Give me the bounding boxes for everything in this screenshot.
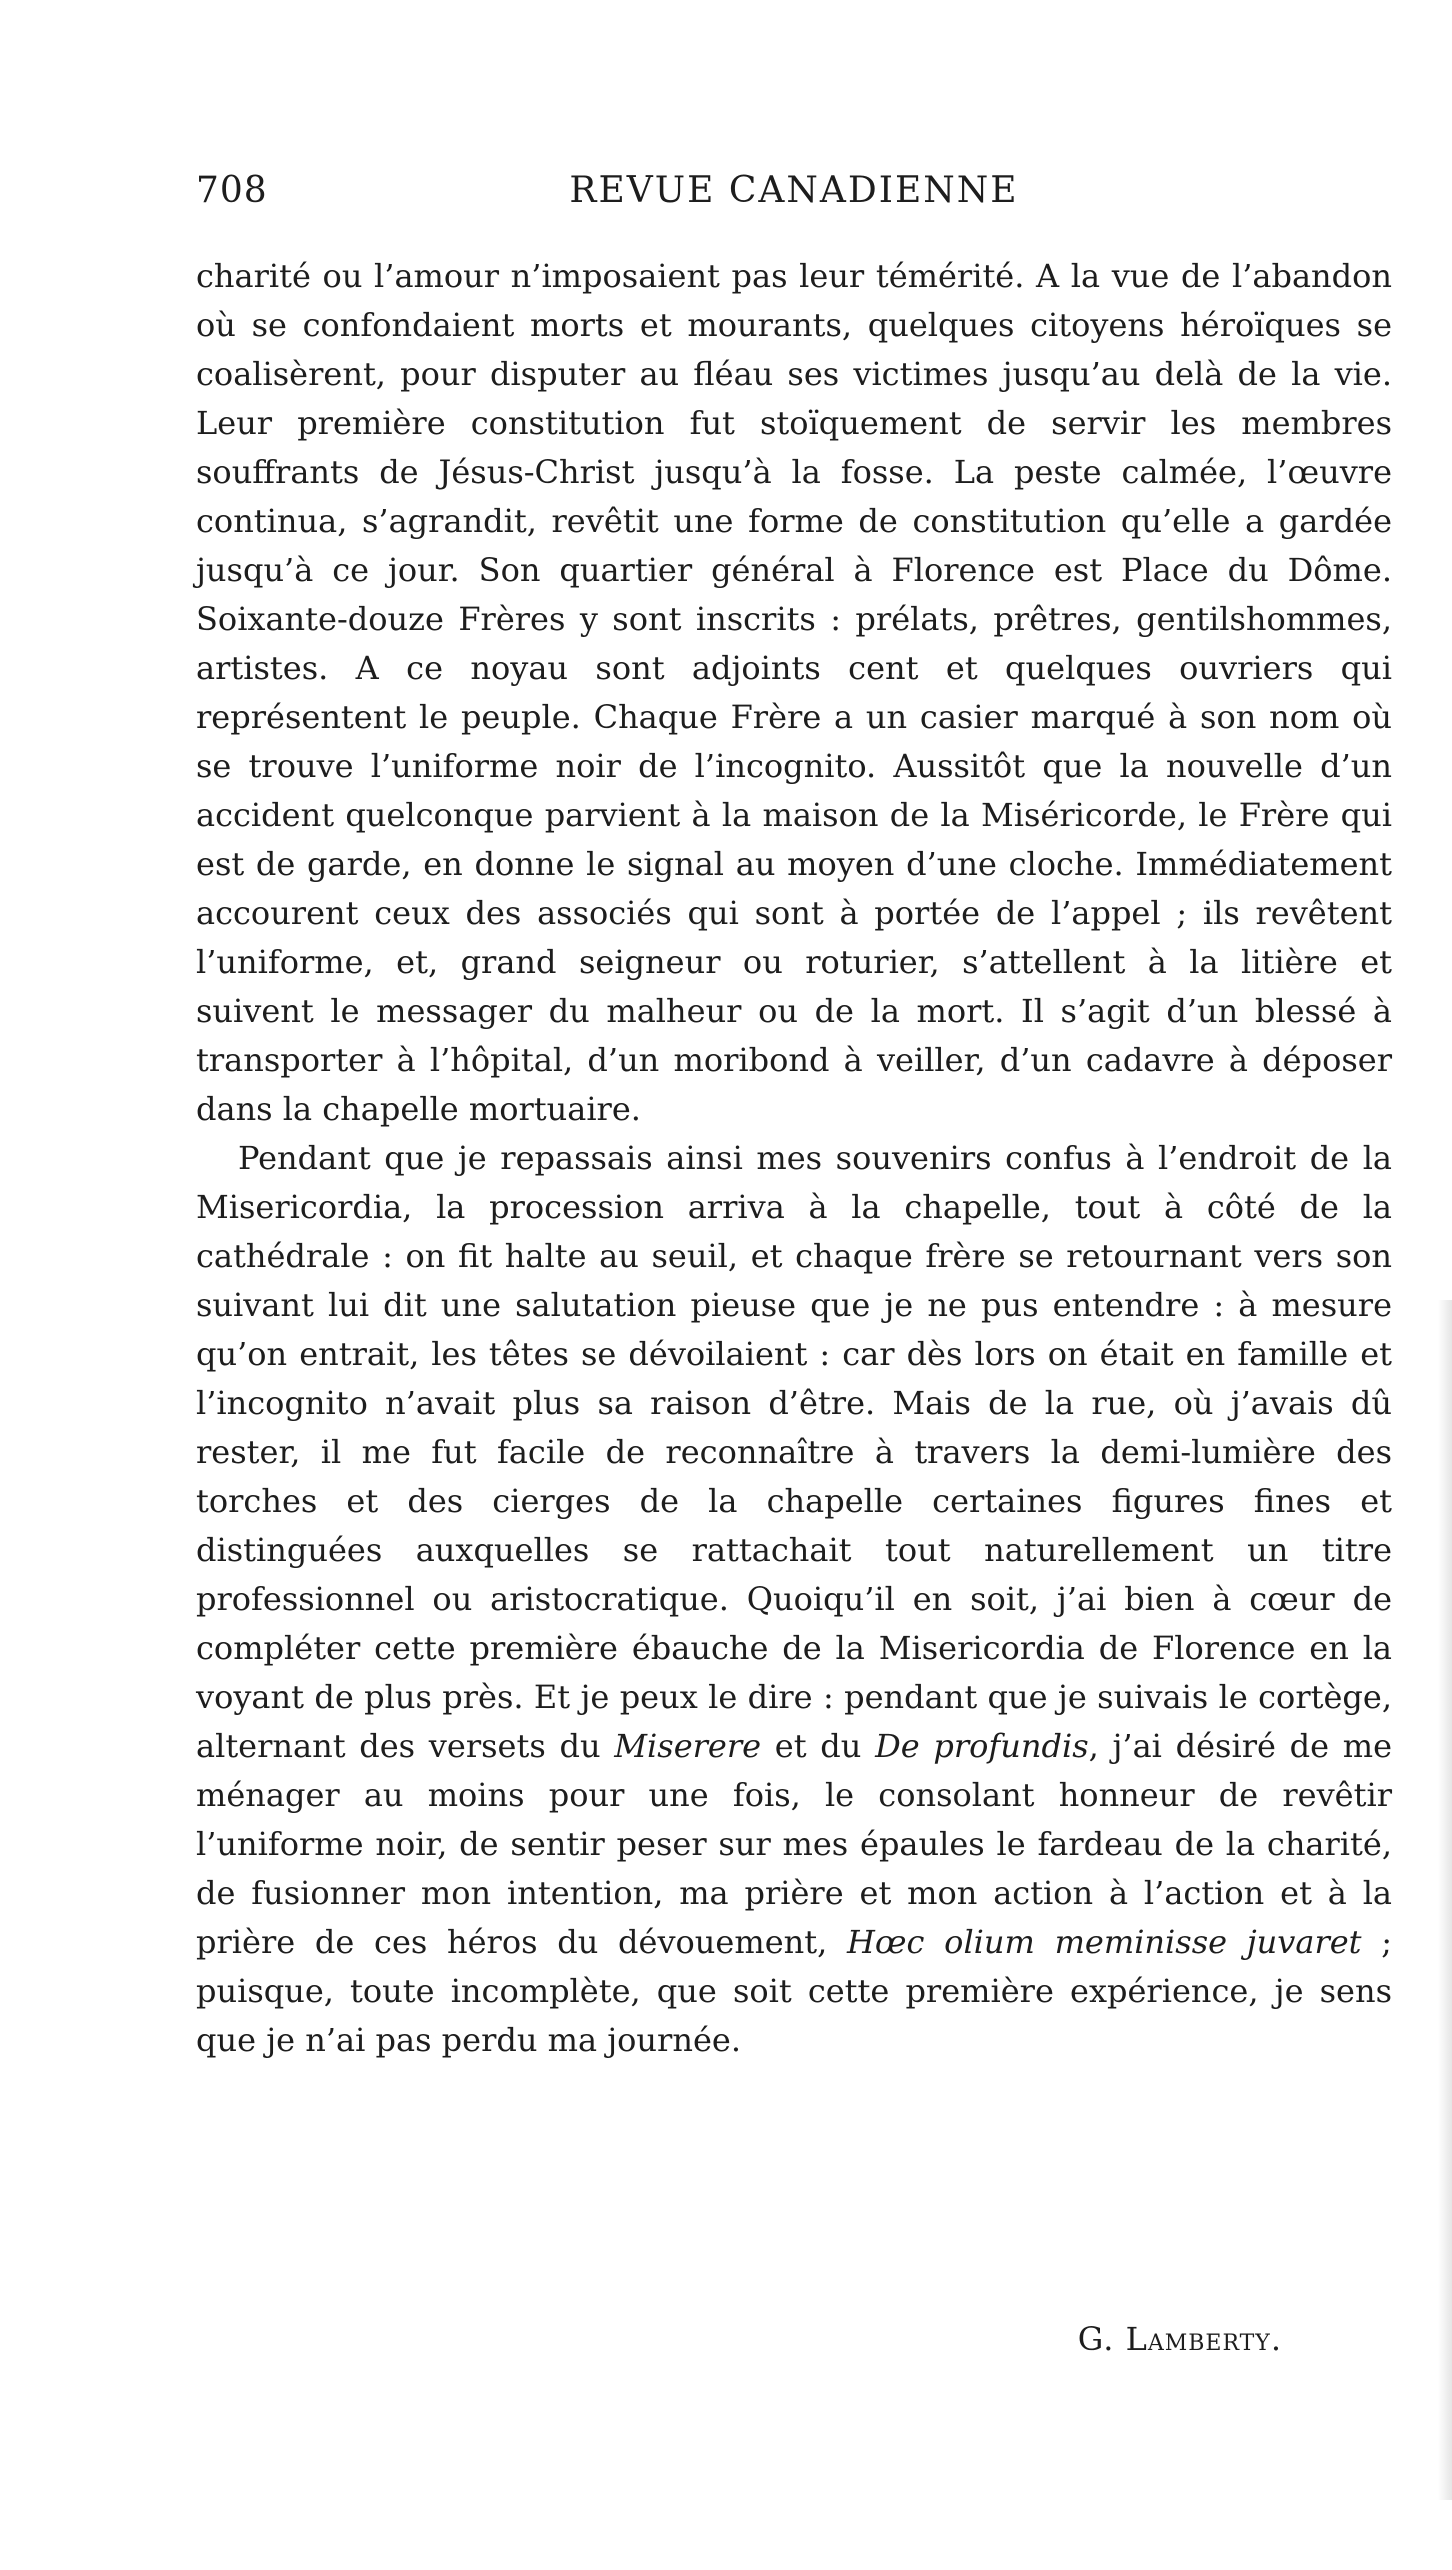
paragraph-2 <box>196 1134 1392 2065</box>
running-head <box>196 170 1392 226</box>
paragraph-1: charité ou l’amour n’imposaient pas leur témérité. A la vue de l’abandon où se confondaient morts et mourants, quelques citoyens héroïques se coalisèrent, pour disputer au fléau ses victimes jusqu’au delà de la vie. Leur première constitution fut stoïquement de servir les membres souffrants de Jésus-Christ jusqu’à la fosse. La peste calmée, l’œuvre continua, s’agrandit, revêtit une forme de constitution qu’elle a gardée jusqu’à ce jour. Son quartier général à Florence est Place du Dôme. Soixante-douze Frères y sont inscrits : prélats, prêtres, gentilshommes, artistes. A ce noyau sont adjoints cent et quelques ouvriers qui représentent le peuple. Chaque Frère a un casier marqué à son nom où se trouve l’uniforme noir de l’incognito. Aussitôt que la nouvelle d’un accident quelconque parvient à la maison de la Miséricorde, le Frère qui est de garde, en donne le signal au moyen d’une cloche. Immédiatement accourent ceux des associés qui sont à portée de l’appel ; ils revêtent l’uniforme, et, grand seigneur ou roturier, s’attellent à la litière et suivent le messager du malheur ou de la mort. Il s’agit d’un blessé à transporter à l’hôpital, d’un moribond à veiller, d’un cadavre à déposer dans la chapelle mortuaire. <box>196 257 1392 1128</box>
paragraph-2-text-b: et du <box>774 1727 862 1765</box>
page <box>196 170 1392 2065</box>
article-body <box>196 252 1392 2065</box>
author-surname: Lamberty. <box>1125 2320 1282 2358</box>
paragraph-2-text-d: ; puisque, toute incomplète, que soit cette première expérience, je sens que je n’ai pas perdu ma journée. <box>196 1923 1393 2059</box>
italic-latin-quote: Hœc olium meminisse juvaret <box>847 1923 1362 1961</box>
paragraph-2-text-a: Pendant que je repassais ainsi mes souvenirs confus à l’endroit de la Misericordia, la procession arriva à la chapelle, tout à côté de la cathédrale : on fit halte au seuil, et chaque frère se retournant vers son suivant lui dit une salutation pieuse que je ne pus entendre : à mesure qu’on entrait, les têtes se dévoilaient : car dès lors on était en famille et l’incognito n’avait plus sa raison d’être. Mais de la rue, où j’avais dû rester, il me fut facile de reconnaître à travers la demi-lumière des torches et des cierges de la chapelle certaines figures fines et distinguées auxquelles se rattachait tout naturellement un titre professionnel ou aristocratique. Quoiqu’il en soit, j’ai bien à cœur de compléter cette première ébauche de la Misericordia de Florence en la voyant de plus près. Et je peux le dire : pendant que je suivais le cortège, alternant des versets du <box>196 1139 1392 1765</box>
italic-de-profundis: De profundis <box>875 1727 1089 1765</box>
author-initial: G. <box>1077 2320 1115 2358</box>
author-signature <box>1078 2320 1282 2358</box>
page-number: 708 <box>196 170 268 211</box>
italic-miserere: Miserere <box>614 1727 762 1765</box>
page-edge-shadow <box>1438 1300 1452 2500</box>
paragraph-2-text-c: , j’ai désiré de me ménager au moins pour une fois, le consolant honneur de revêtir l’uniforme noir, de sentir peser sur mes épaules le fardeau de la charité, de fusionner mon intention, ma prière et mon action à l’action et à la prière de ces héros du dévouement, <box>196 1727 1393 1961</box>
journal-title: REVUE CANADIENNE <box>569 170 1019 211</box>
